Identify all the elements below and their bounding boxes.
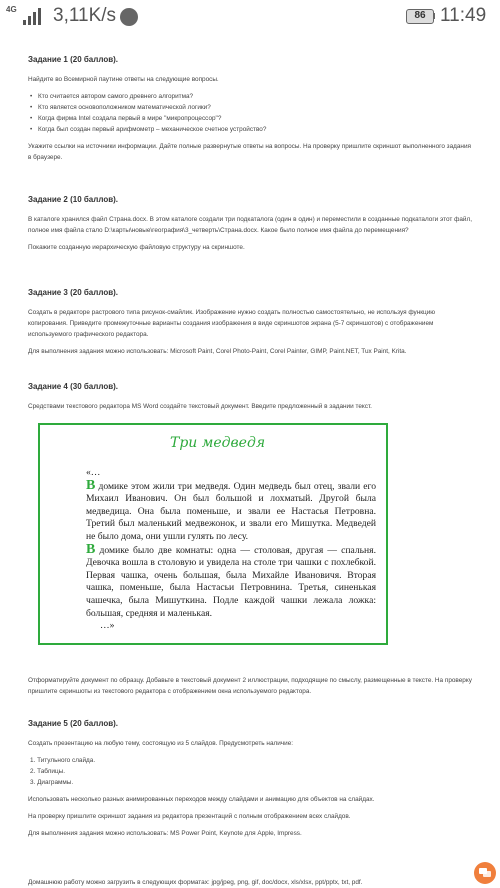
chat-icon [479,868,491,877]
chat-button[interactable] [474,862,496,884]
task-4-text: Средствами текстового редактора MS Word создайте текстовый документ. Введите предложенный в задании текст. [28,403,372,410]
list-item: 3. Диаграммы. [30,779,74,786]
story-text [86,467,376,633]
network-speed: 3,11K/s [53,5,117,26]
network-type: 4G [6,5,17,14]
clock: 11:49 [440,5,487,26]
drop-cap: В [86,477,96,493]
list-item: • Когда фирма Intel создала первый в мире "микропроцессор"? [30,113,474,124]
task-4-note: Отформатируйте документ по образцу. Добавьте в текстовый документ 2 иллюстрации, подходящие по смыслу, размещенные в тексте. На проверку пришлите скриншоты из текстового редактора с отображением окна используемого редактора. [28,677,472,695]
battery-tip [433,13,435,19]
paragraph-text: домике было две комнаты: одна — столовая, другая — спальня. Девочка вошла в столовую и увидела на столе три чашки с похлебкой. Первая чашка, очень большая, была Михайле Ивановичя. Вторая чашка, поменьше, была Настасьи Петровнина. Третья, синенькая чашечка, была Мишуткина. Подле каждой чашки лежала ложка: большая, средняя и маленькая. [86,544,376,619]
task-2-text: В каталоге хранился файл Страна.docx. В этом каталоге создали три подкаталога (один в один) и переместили в созданные подкаталоги этот файл, полное имя файла стало D:\карты\новые\география\3_четверть\Страна.docx. Какое было полное имя файла до перемещения? [28,216,472,234]
list-item: • Кто считается автором самого древнего алгоритма? [30,91,474,102]
task-5 [28,719,474,845]
task-4-note-block [28,675,474,703]
task-5-title: Задание 5 (20 баллов). [28,719,119,728]
task-1-questions [30,91,474,135]
close-quote: …» [100,620,115,632]
signal-icon [5,7,45,27]
task-4-title: Задание 4 (30 баллов). [28,382,119,391]
task-5-note-1: На проверку пришлите скриншот задания из редактора презентаций с полным отображением всех слайдов. [28,813,351,820]
task-1 [28,55,474,169]
task-5-items [30,755,474,788]
task-4 [28,382,474,418]
task-3-text: Создать в редакторе растрового типа рисунок-смайлик. Изображение нужно создать полностью самостоятельно, не используя функцию копирования. Приведите промежуточные варианты создания изображения в виде скриншотов экрана (5-7 скриншотов) с отображением используемого графического редактора. [28,309,436,338]
vpn-icon [120,8,138,26]
task-1-note: Укажите ссылки на источники информации. Дайте полные развернутые ответы на вопросы. На проверку пришлите скриншот выполненного задания в браузере. [28,143,471,161]
task-5-note-2: Для выполнения задания можно использовать: MS Power Point, Keynote для Apple, Impress. [28,830,302,837]
battery-level: 86 [414,10,426,21]
task-2-note: Покажите созданную иерархическую файловую структуру на скриншоте. [28,244,245,251]
task-5-intro: Создать презентацию на любую тему, состоящую из 5 слайдов. Предусмотреть наличие: [28,740,294,747]
upload-formats: Домашнюю работу можно загрузить в следующих форматах: jpg/jpeg, png, gif, doc/docx, xls/xlsx, ppt/pptx, txt, pdf. [28,879,363,886]
task-3-title: Задание 3 (20 баллов). [28,288,119,297]
task-3 [28,288,474,363]
drop-cap: В [86,541,96,557]
story-paragraph-1 [86,477,376,544]
battery-icon [406,9,434,24]
story-paragraph-2 [86,541,376,621]
task-1-title: Задание 1 (20 баллов). [28,55,119,64]
list-item: • Когда был создан первый арифмометр – механическое счетное устройство? [30,124,474,135]
paragraph-text: домике этом жили три медведя. Один медведь был отец, звали его Михаил Иванович. Он был большой и лохматый. Другой была медведица. Она была поменьше, и звали ее Настасья Петровна. Третий был маленький медвежонок, и звали его Мишутка. Медведей не было дома, они ушли гулять по лесу. [86,480,376,542]
task-2 [28,195,474,259]
task-2-title: Задание 2 (10 баллов). [28,195,119,204]
task-5-text: Использовать несколько разных анимированных переходов между слайдами и анимацию для объектов на слайдах. [28,796,375,803]
task-3-note: Для выполнения задания можно использовать: Microsoft Paint, Corel Photo-Paint, Corel Painter, GIMP, Paint.NET, Tux Paint, Krita. [28,348,407,355]
list-item: • Кто является основоположником математической логики? [30,102,474,113]
list-item: 2. Таблицы. [30,768,65,775]
story-sample [38,423,388,645]
task-1-intro: Найдите во Всемирной паутине ответы на следующие вопросы. [28,76,219,83]
list-item: 1. Титульного слайда. [30,757,96,764]
status-bar [0,0,500,34]
story-title: Три медведя [170,435,266,451]
open-quote: «… [86,467,101,478]
footer-block [28,877,474,888]
